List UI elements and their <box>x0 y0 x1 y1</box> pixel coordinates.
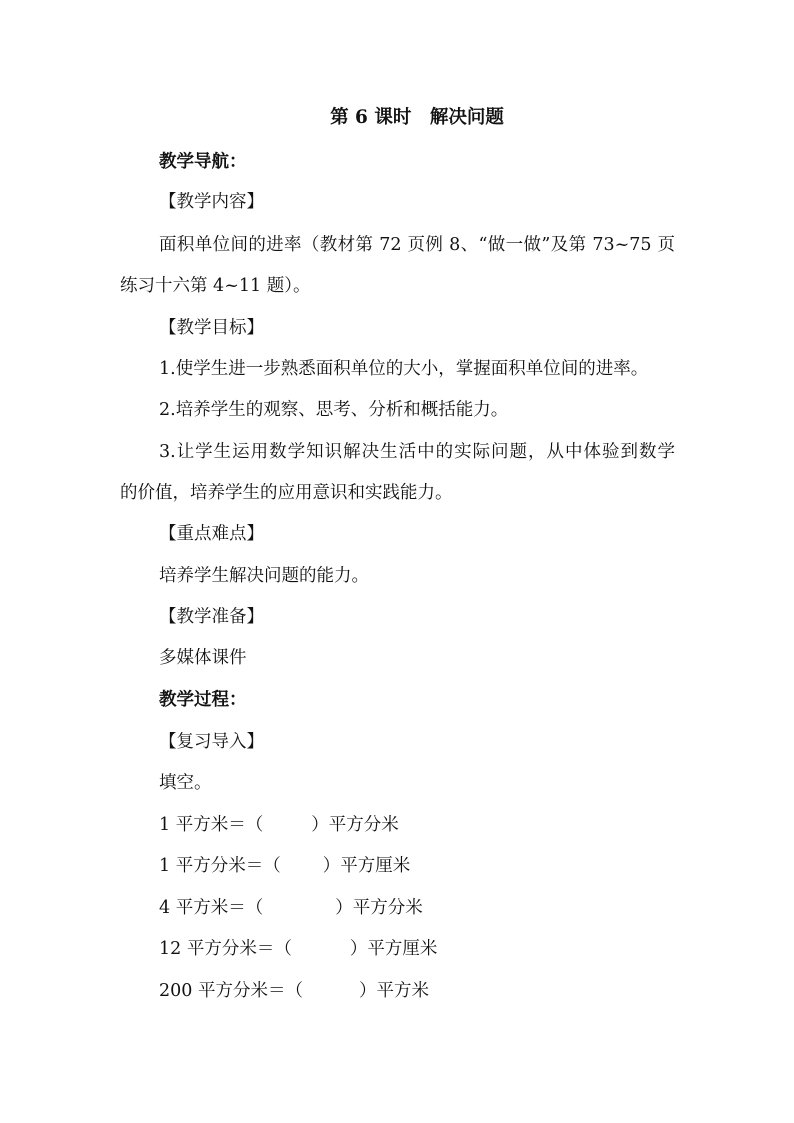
process-heading: 教学过程： <box>159 690 247 710</box>
review-heading: 【复习导入】 <box>159 732 264 752</box>
exercise-5-right: ）平方米 <box>358 981 429 1001</box>
goal-item-1: 1.使学生进一步熟悉面积单位的大小，掌握面积单位间的进率。 <box>159 359 649 379</box>
exercise-3-left: 4 平方米＝（ <box>159 898 264 918</box>
exercise-4-right: ）平方厘米 <box>349 939 438 959</box>
goals-heading: 【教学目标】 <box>159 318 264 338</box>
goal-item-2: 2.培养学生的观察、思考、分析和概括能力。 <box>159 400 509 420</box>
exercise-5 <box>159 979 429 1003</box>
exercise-1-right: ）平方分米 <box>311 815 399 835</box>
fill-label: 填空。 <box>159 773 212 793</box>
exercise-2-right: ）平方厘米 <box>322 856 411 876</box>
content-text-line-1: 面积单位间的进率（教材第 72 页例 8、“做一做”及第 73~75 页 <box>159 235 675 255</box>
content-text-line-2: 练习十六第 4~11 题）。 <box>120 276 311 296</box>
key-points-text: 培养学生解决问题的能力。 <box>159 566 369 586</box>
goal-item-3-line-1: 3.让学生运用数学知识解决生活中的实际问题，从中体验到数学 <box>159 442 675 462</box>
exercise-2-left: 1 平方分米＝（ <box>159 856 281 876</box>
nav-heading: 教学导航： <box>159 152 247 172</box>
content-heading: 【教学内容】 <box>159 192 264 212</box>
goal-item-3-line-2: 的价值，培养学生的应用意识和实践能力。 <box>120 483 453 503</box>
exercise-3-right: ）平方分米 <box>335 898 423 918</box>
key-points-heading: 【重点难点】 <box>159 524 264 544</box>
exercise-1 <box>159 813 399 837</box>
exercise-1-left: 1 平方米＝（ <box>159 815 264 835</box>
page-title: 第 6 课时 解决问题 <box>330 107 504 128</box>
exercise-5-left: 200 平方分米＝（ <box>159 981 303 1001</box>
exercise-3 <box>159 896 423 920</box>
preparation-text: 多媒体课件 <box>159 648 247 668</box>
preparation-heading: 【教学准备】 <box>159 607 264 627</box>
exercise-2 <box>159 854 410 878</box>
exercise-4-left: 12 平方分米＝（ <box>159 939 292 959</box>
exercise-4 <box>159 937 437 961</box>
